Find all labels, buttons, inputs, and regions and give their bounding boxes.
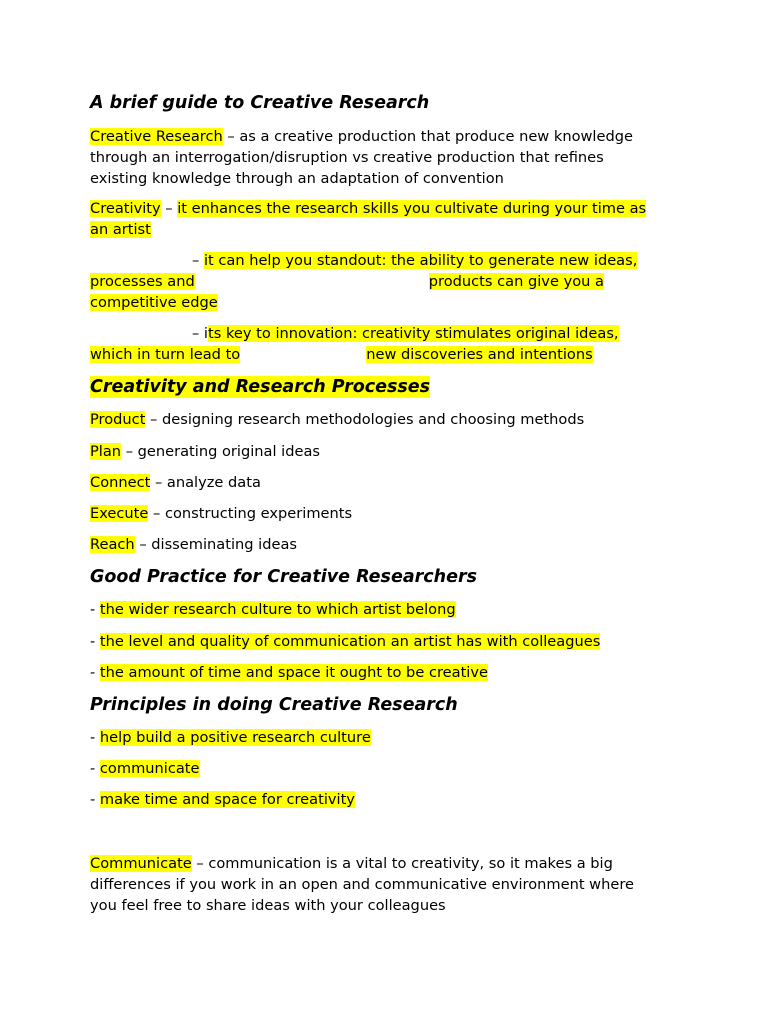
list-item: [90, 409, 584, 430]
creativity-dash: –: [160, 200, 178, 217]
bullet-dash: -: [90, 664, 100, 681]
process-desc-execute: – constructing experiments: [148, 505, 353, 522]
list-item: [90, 441, 320, 462]
list-item: [90, 503, 352, 524]
creativity-p1-line-2: an artist: [90, 221, 151, 238]
creativity-p3-dash: – i: [192, 325, 208, 342]
bullet-dash: -: [90, 601, 100, 618]
creativity-p2-line-3: competitive edge: [90, 294, 218, 311]
creativity-p2-line-2b: products can give you a: [428, 273, 604, 290]
communicate-paragraph: [90, 853, 634, 916]
processes-heading: Creativity and Research Processes: [90, 377, 431, 397]
creativity-paragraph-3: [90, 323, 619, 365]
bullet-dash: -: [90, 633, 100, 650]
principles-heading: Principles in doing Creative Research: [90, 695, 458, 715]
good-practice-item-2: the level and quality of communication an artist has with colleagues: [99, 633, 601, 650]
document-title: A brief guide to Creative Research: [90, 93, 430, 113]
process-desc-connect: – analyze data: [150, 474, 261, 491]
creativity-paragraph-2: [90, 250, 637, 313]
creativity-p3-line-2a: which in turn lead to: [90, 346, 241, 363]
principle-item-3: make time and space for creativity: [99, 791, 355, 808]
creativity-p3-line-2b: new discoveries and intentions: [366, 346, 593, 363]
list-item: [90, 599, 456, 620]
process-term-product: Product: [90, 411, 146, 428]
list-item: [90, 758, 200, 779]
principle-item-2: communicate: [99, 760, 200, 777]
communicate-line-3: you feel free to share ideas with your colleagues: [90, 897, 446, 914]
creativity-p1-line-1: it enhances the research skills you cultivate during your time as: [177, 200, 647, 217]
list-item: [90, 472, 261, 493]
process-term-plan: Plan: [90, 443, 122, 460]
principle-item-1: help build a positive research culture: [99, 729, 371, 746]
list-item: [90, 534, 297, 555]
creativity-term: Creativity: [90, 200, 161, 217]
process-desc-product: – designing research methodologies and choosing methods: [145, 411, 585, 428]
good-practice-heading: Good Practice for Creative Researchers: [90, 567, 478, 587]
creativity-p2-line-2a: processes and: [90, 273, 195, 290]
list-item: [90, 727, 371, 748]
communicate-line-2: differences if you work in an open and communicative environment where: [90, 876, 635, 893]
list-item: [90, 662, 488, 683]
bullet-dash: -: [90, 729, 100, 746]
creativity-p2-dash: –: [192, 252, 204, 269]
process-term-execute: Execute: [90, 505, 149, 522]
creativity-p3-line-1: ts key to innovation: creativity stimulates original ideas,: [208, 325, 619, 342]
creativity-paragraph-1: [90, 198, 646, 240]
list-item: [90, 631, 600, 652]
intro-line-3: existing knowledge through an adaptation of convention: [90, 170, 504, 187]
process-desc-plan: – generating original ideas: [121, 443, 321, 460]
good-practice-item-1: the wider research culture to which artist belong: [99, 601, 456, 618]
process-term-connect: Connect: [90, 474, 151, 491]
intro-term: Creative Research: [90, 128, 223, 145]
communicate-line-1: – communication is a vital to creativity, so it makes a big: [191, 855, 613, 872]
intro-paragraph: [90, 126, 633, 189]
process-desc-reach: – disseminating ideas: [134, 536, 298, 553]
bullet-dash: -: [90, 760, 100, 777]
list-item: [90, 789, 355, 810]
good-practice-item-3: the amount of time and space it ought to be creative: [99, 664, 488, 681]
process-term-reach: Reach: [90, 536, 135, 553]
bullet-dash: -: [90, 791, 100, 808]
intro-line-2: through an interrogation/disruption vs creative production that refines: [90, 149, 604, 166]
communicate-term: Communicate: [90, 855, 192, 872]
intro-line-1: – as a creative production that produce new knowledge: [222, 128, 633, 145]
creativity-p2-line-1: it can help you standout: the ability to generate new ideas,: [203, 252, 638, 269]
